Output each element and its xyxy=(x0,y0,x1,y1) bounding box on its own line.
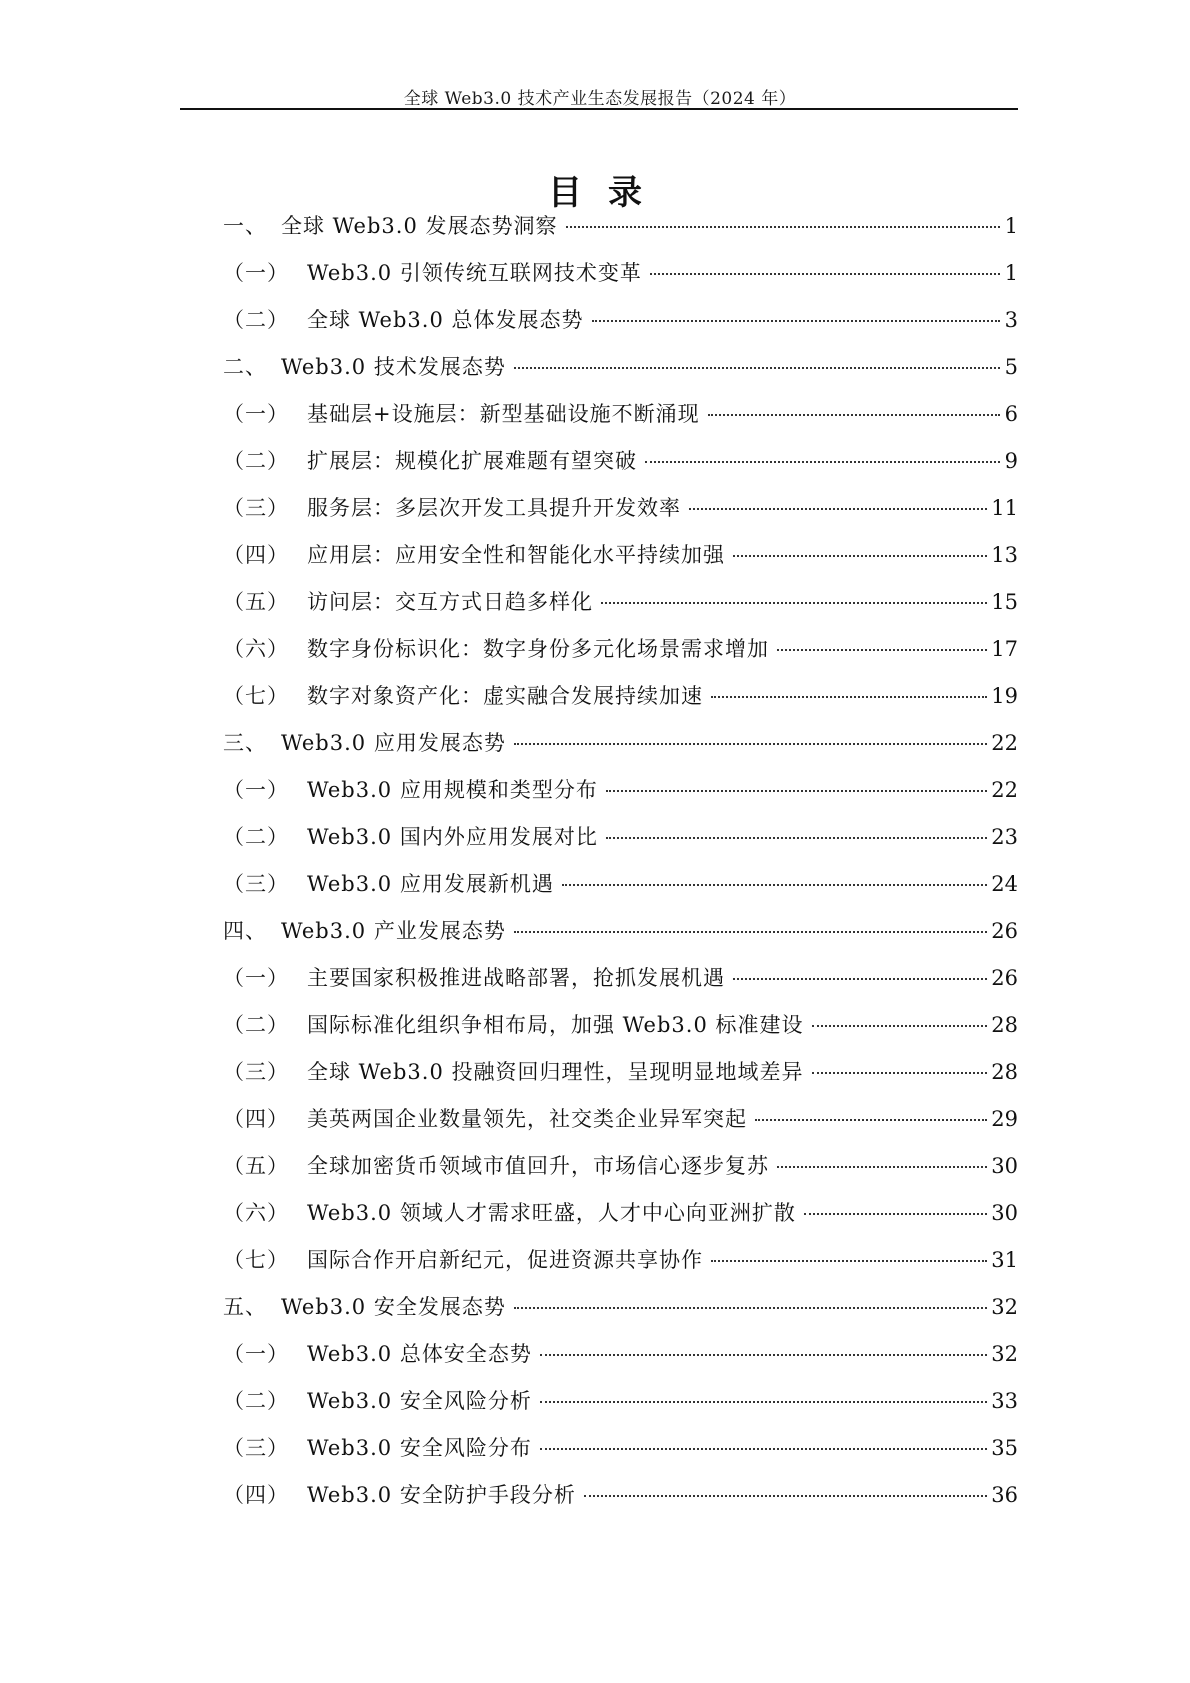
toc-entry-number: （二） xyxy=(223,308,289,332)
toc-entry-number: 二、 xyxy=(223,355,267,379)
toc-entry-number: 三、 xyxy=(223,731,267,755)
toc-entry-subsection[interactable] xyxy=(223,1096,1018,1143)
toc-entry-page: 3 xyxy=(1004,308,1018,332)
toc-entry-title: 主要国家积极推进战略部署，抢抓发展机遇 xyxy=(307,966,725,990)
toc-entry-title: 访问层：交互方式日趋多样化 xyxy=(307,590,593,614)
toc-entry-title: Web3.0 引领传统互联网技术变革 xyxy=(307,261,642,285)
toc-entry-title: Web3.0 安全防护手段分析 xyxy=(307,1483,576,1507)
toc-entry-section-2[interactable] xyxy=(223,344,1018,391)
toc-entry-page: 19 xyxy=(991,684,1018,708)
toc-entry-number: 一、 xyxy=(223,214,267,238)
toc-entry-page: 15 xyxy=(991,590,1018,614)
table-of-contents xyxy=(223,203,1018,1519)
toc-entry-title: 数字身份标识化：数字身份多元化场景需求增加 xyxy=(307,637,769,661)
toc-entry-page: 1 xyxy=(1004,261,1018,285)
toc-entry-title: 数字对象资产化：虚实融合发展持续加速 xyxy=(307,684,703,708)
dot-leader xyxy=(584,1495,987,1497)
toc-entry-number: （一） xyxy=(223,402,289,426)
toc-entry-title: Web3.0 技术发展态势 xyxy=(281,355,506,379)
toc-entry-number: （五） xyxy=(223,1154,289,1178)
dot-leader xyxy=(514,367,1000,369)
toc-entry-subsection[interactable] xyxy=(223,1049,1018,1096)
toc-entry-title: 服务层：多层次开发工具提升开发效率 xyxy=(307,496,681,520)
dot-leader xyxy=(733,555,987,557)
toc-entry-page: 13 xyxy=(991,543,1018,567)
toc-entry-number: （二） xyxy=(223,1013,289,1037)
dot-leader xyxy=(733,978,987,980)
toc-entry-subsection[interactable] xyxy=(223,1143,1018,1190)
toc-entry-page: 22 xyxy=(991,778,1018,802)
toc-entry-number: （一） xyxy=(223,1342,289,1366)
toc-entry-page: 6 xyxy=(1004,402,1018,426)
dot-leader xyxy=(566,226,1001,228)
toc-entry-number: （四） xyxy=(223,1107,289,1131)
dot-leader xyxy=(804,1213,987,1215)
toc-entry-section-3[interactable] xyxy=(223,720,1018,767)
dot-leader xyxy=(606,837,987,839)
toc-entry-subsection[interactable] xyxy=(223,861,1018,908)
toc-entry-number: （三） xyxy=(223,496,289,520)
toc-entry-section-1[interactable] xyxy=(223,203,1018,250)
toc-entry-subsection[interactable] xyxy=(223,1472,1018,1519)
toc-entry-page: 35 xyxy=(991,1436,1018,1460)
toc-entry-number: （二） xyxy=(223,449,289,473)
dot-leader xyxy=(708,414,1000,416)
dot-leader xyxy=(540,1401,987,1403)
toc-entry-number: （四） xyxy=(223,543,289,567)
dot-leader xyxy=(540,1448,987,1450)
toc-entry-subsection[interactable] xyxy=(223,579,1018,626)
toc-entry-page: 32 xyxy=(991,1295,1018,1319)
toc-entry-title: Web3.0 安全发展态势 xyxy=(281,1295,506,1319)
dot-leader xyxy=(562,884,987,886)
toc-entry-page: 17 xyxy=(991,637,1018,661)
toc-entry-subsection[interactable] xyxy=(223,1331,1018,1378)
toc-entry-subsection[interactable] xyxy=(223,767,1018,814)
toc-entry-page: 5 xyxy=(1004,355,1018,379)
toc-entry-page: 24 xyxy=(991,872,1018,896)
dot-leader xyxy=(689,508,987,510)
toc-entry-subsection[interactable] xyxy=(223,1237,1018,1284)
toc-entry-page: 32 xyxy=(991,1342,1018,1366)
toc-entry-page: 22 xyxy=(991,731,1018,755)
toc-entry-subsection[interactable] xyxy=(223,1425,1018,1472)
dot-leader xyxy=(601,602,987,604)
toc-entry-number: （六） xyxy=(223,637,289,661)
toc-entry-title: 应用层：应用安全性和智能化水平持续加强 xyxy=(307,543,725,567)
toc-entry-number: （三） xyxy=(223,872,289,896)
toc-entry-number: （四） xyxy=(223,1483,289,1507)
toc-entry-number: （二） xyxy=(223,825,289,849)
toc-entry-section-5[interactable] xyxy=(223,1284,1018,1331)
toc-entry-title: Web3.0 安全风险分布 xyxy=(307,1436,532,1460)
toc-entry-page: 28 xyxy=(991,1013,1018,1037)
running-header: 全球 Web3.0 技术产业生态发展报告（2024 年） xyxy=(403,89,797,109)
toc-entry-subsection[interactable] xyxy=(223,391,1018,438)
toc-entry-number: （七） xyxy=(223,684,289,708)
toc-entry-title: Web3.0 领域人才需求旺盛，人才中心向亚洲扩散 xyxy=(307,1201,796,1225)
toc-entry-number: 五、 xyxy=(223,1295,267,1319)
toc-entry-subsection[interactable] xyxy=(223,626,1018,673)
dot-leader xyxy=(777,1166,987,1168)
toc-entry-title: Web3.0 应用发展新机遇 xyxy=(307,872,554,896)
toc-entry-number: （一） xyxy=(223,966,289,990)
dot-leader xyxy=(514,743,987,745)
toc-entry-subsection[interactable] xyxy=(223,814,1018,861)
toc-entry-number: （三） xyxy=(223,1436,289,1460)
toc-entry-subsection[interactable] xyxy=(223,1190,1018,1237)
dot-leader xyxy=(540,1354,987,1356)
toc-entry-subsection[interactable] xyxy=(223,485,1018,532)
toc-entry-number: （一） xyxy=(223,778,289,802)
toc-entry-title: Web3.0 总体安全态势 xyxy=(307,1342,532,1366)
toc-entry-number: （五） xyxy=(223,590,289,614)
toc-entry-title: 全球 Web3.0 总体发展态势 xyxy=(307,308,584,332)
toc-entry-subsection[interactable] xyxy=(223,438,1018,485)
toc-entry-number: （一） xyxy=(223,261,289,285)
toc-entry-number: 四、 xyxy=(223,919,267,943)
toc-entry-number: （六） xyxy=(223,1201,289,1225)
dot-leader xyxy=(812,1025,988,1027)
toc-entry-subsection[interactable] xyxy=(223,250,1018,297)
toc-entry-page: 36 xyxy=(991,1483,1018,1507)
toc-entry-title: Web3.0 安全风险分析 xyxy=(307,1389,532,1413)
toc-entry-page: 26 xyxy=(991,966,1018,990)
dot-leader xyxy=(650,273,1000,275)
toc-entry-title: 美英两国企业数量领先，社交类企业异军突起 xyxy=(307,1107,747,1131)
toc-entry-page: 30 xyxy=(991,1154,1018,1178)
toc-entry-subsection[interactable] xyxy=(223,532,1018,579)
toc-entry-page: 33 xyxy=(991,1389,1018,1413)
toc-entry-title: 扩展层：规模化扩展难题有望突破 xyxy=(307,449,637,473)
toc-entry-page: 31 xyxy=(991,1248,1018,1272)
page-title: 目录 xyxy=(548,172,668,213)
toc-entry-number: （七） xyxy=(223,1248,289,1272)
toc-entry-page: 28 xyxy=(991,1060,1018,1084)
toc-entry-subsection[interactable] xyxy=(223,1378,1018,1425)
toc-entry-page: 26 xyxy=(991,919,1018,943)
dot-leader xyxy=(514,931,987,933)
toc-entry-number: （二） xyxy=(223,1389,289,1413)
toc-entry-subsection[interactable] xyxy=(223,297,1018,344)
dot-leader xyxy=(592,320,1001,322)
dot-leader xyxy=(645,461,1000,463)
dot-leader xyxy=(711,696,987,698)
toc-entry-page: 29 xyxy=(991,1107,1018,1131)
dot-leader xyxy=(514,1307,987,1309)
toc-entry-title: Web3.0 国内外应用发展对比 xyxy=(307,825,598,849)
toc-entry-title: Web3.0 产业发展态势 xyxy=(281,919,506,943)
toc-entry-title: 全球加密货币领域市值回升，市场信心逐步复苏 xyxy=(307,1154,769,1178)
toc-entry-page: 30 xyxy=(991,1201,1018,1225)
toc-entry-title: 基础层+设施层：新型基础设施不断涌现 xyxy=(307,402,700,426)
toc-entry-title: Web3.0 应用规模和类型分布 xyxy=(307,778,598,802)
dot-leader xyxy=(812,1072,988,1074)
toc-entry-title: 国际标准化组织争相布局，加强 Web3.0 标准建设 xyxy=(307,1013,804,1037)
toc-entry-subsection[interactable] xyxy=(223,1002,1018,1049)
toc-entry-number: （三） xyxy=(223,1060,289,1084)
dot-leader xyxy=(755,1119,987,1121)
dot-leader xyxy=(777,649,987,651)
header-rule xyxy=(180,108,1018,110)
toc-entry-page: 11 xyxy=(991,496,1018,520)
toc-entry-subsection[interactable] xyxy=(223,673,1018,720)
toc-entry-page: 9 xyxy=(1004,449,1018,473)
toc-entry-subsection[interactable] xyxy=(223,955,1018,1002)
dot-leader xyxy=(711,1260,987,1262)
dot-leader xyxy=(606,790,987,792)
toc-entry-page: 1 xyxy=(1004,214,1018,238)
toc-entry-title: Web3.0 应用发展态势 xyxy=(281,731,506,755)
toc-entry-title: 国际合作开启新纪元，促进资源共享协作 xyxy=(307,1248,703,1272)
toc-entry-page: 23 xyxy=(991,825,1018,849)
toc-entry-title: 全球 Web3.0 发展态势洞察 xyxy=(281,214,558,238)
toc-entry-section-4[interactable] xyxy=(223,908,1018,955)
toc-entry-title: 全球 Web3.0 投融资回归理性，呈现明显地域差异 xyxy=(307,1060,804,1084)
